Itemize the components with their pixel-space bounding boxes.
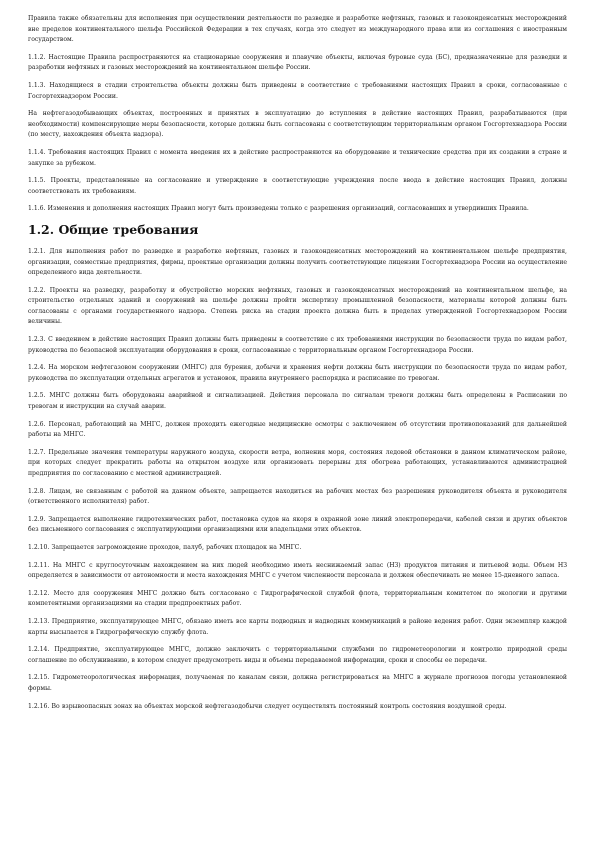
paragraph-1-2-2: 1.2.2. Проекты на разведку, разработку и обустройство морских нефтяных, газовых и газоконденсатных месторождений на континентальном шельфе, на строительство отдельных зданий и сооружений на шельфе должны пройти экспертизу промышленной безопасности, материалы которой должны быть согласованы с органами государственного надзора. Степень риска на стадии проекта должна быть в пределах утвержденной Госгортехнадзором России величины. bbox=[28, 286, 567, 326]
paragraph-1-2-15: 1.2.15. Гидрометеорологическая информация, получаемая по каналам связи, должна регистрироваться на МНГС в журнале прогнозов погоды установленной формы. bbox=[28, 674, 567, 692]
paragraph-1-2-12: 1.2.12. Место для сооружения МНГС должно быть согласовано с Гидрографической службой флота, территориальным комитетом по экологии и другими компетентными организациями на стадии предпроектных работ. bbox=[28, 589, 567, 608]
paragraph-1-1-3-note: На нефтегазодобывающих объектах, построенных и принятых в эксплуатацию до вступления в действие настоящих Правил, разрабатываются (при необходимости) компенсирующие меры безопасности, которые должны быть согласованы с соответствующим территориальным органом Госгортехнадзора России (по месту, нахождения объекта надзора). bbox=[28, 110, 567, 139]
paragraph-1-2-4: 1.2.4. На морском нефтегазовом сооружении (МНГС) для бурения, добычи и хранения нефти должны быть инструкции по безопасности труда по видам работ, руководства по эксплуатации отдельных агрегатов и установок, правила внутреннего распорядка и расписание по тревогам. bbox=[28, 364, 567, 382]
paragraph-1-2-1: 1.2.1. Для выполнения работ по разведке и разработке нефтяных, газовых и газоконденсатных месторождений на континентальном шельфе предприятия, организации, совместные предприятия, фирмы, проектные организации должны получить соответствующие лицензии Госгортехнадзора России на осуществление определенного вида деятельности. bbox=[28, 247, 567, 277]
paragraph-1-2-11: 1.2.11. На МНГС с круглосуточным нахождением на них людей необходимо иметь неснижаемый запас (НЗ) продуктов питания и питьевой воды. Объем НЗ определяется в зависимости от автономности и места нахождения МНГС с учетом численности персонала и должен обеспечивать не менее 15-дневного запаса. bbox=[28, 561, 567, 580]
intro-paragraph-1: Правила также обязательны для исполнения при осуществлении деятельности по разведке и разработке нефтяных, газовых и газоконденсатных месторождений вне пределов континентального шельфа Российской Федерации в тех случаях, когда это следует из международного права или из соглашения с иностранным государством. bbox=[28, 15, 567, 44]
paragraph-1-2-10: 1.2.10. Запрещается загромождение проходов, палуб, рабочих площадок на МНГС. bbox=[28, 543, 302, 551]
paragraph-1-2-6: 1.2.6. Персонал, работающий на МНГС, должен проходить ежегодные медицинские осмотры с заключением об отсутствии противопоказаний для дальнейшей работы на МНГС. bbox=[28, 420, 567, 439]
paragraph-1-1-2: 1.1.2. Настоящие Правила распространяются на стационарные сооружения и плавучие объекты, включая буровые суда (БС), предназначенные для разведки и разработки нефтяных и газовых месторождений на континентальном шельфе России. bbox=[28, 53, 567, 72]
paragraph-1-2-14: 1.2.14. Предприятие, эксплуатирующее МНГС, должно заключить с территориальными службами по гидрометеорологии и контролю природной среды соглашение по обслуживанию, в котором следует предусмотреть виды и объемы передаваемой информации, сроки и способы ее передачи. bbox=[28, 646, 567, 664]
paragraph-1-1-6: 1.1.6. Изменения и дополнения настоящих Правил могут быть произведены только с разрешения организаций, согласовавших и утвердивших Правила. bbox=[28, 205, 529, 213]
paragraph-1-2-5: 1.2.5. МНГС должны быть оборудованы аварийной и сигнализацией. Действия персонала по сигналам тревоги должны быть определены в Расписании по тревогам и инструкции на случай аварии. bbox=[28, 392, 567, 411]
paragraph-1-1-3: 1.1.3. Находящиеся в стадии строительства объекты должны быть приведены в соответствие с требованиями настоящих Правил в сроки, согласованные с Госгортехнадзором России. bbox=[28, 81, 567, 100]
paragraph-1-2-3: 1.2.3. С введением в действие настоящих Правил должны быть приведены в соответствие с их требованиями инструкции по безопасности труда по видам работ, руководства по безопасной эксплуатации оборудования в сроки, согласованные с территориальным органом Госгортехнадзора России. bbox=[28, 336, 567, 354]
paragraph-1-2-8: 1.2.8. Лицам, не связанным с работой на данном объекте, запрещается находиться на рабочих местах без разрешения руководителя объекта и руководителя (ответственного исполнителя) работ. bbox=[28, 487, 567, 506]
paragraph-1-2-13: 1.2.13. Предприятие, эксплуатирующее МНГС, обязано иметь все карты подводных и надводных коммуникаций в районе ведения работ. Одни экземпляр каждой карты высылается в Гидрографическую службу флота. bbox=[28, 617, 567, 636]
paragraph-1-1-4: 1.1.4. Требования настоящих Правил с момента введения их в действие распространяются на оборудование и технические средства при их создании в стране и закупке за рубежом. bbox=[28, 148, 567, 167]
paragraph-1-1-5: 1.1.5. Проекты, представленные на согласование и утверждение в соответствующие учреждения после ввода в действие настоящих Правил, должны соответствовать их требованиям. bbox=[28, 177, 567, 195]
paragraph-1-2-16: 1.2.16. Во взрывоопасных зонах на объектах морской нефтегазодобычи следует осуществлять постоянный контроль состояния воздушной среды. bbox=[28, 702, 507, 710]
paragraph-1-2-9: 1.2.9. Запрещается выполнение гидротехнических работ, постановка судов на якоря в охранной зоне линий электропередачи, кабелей связи и других объектов без письменного согласования с эксплуатирующими организациями или владельцами этих объектов. bbox=[28, 515, 567, 534]
section-heading: 1.2. Общие требования bbox=[28, 221, 199, 237]
paragraph-1-2-7: 1.2.7. Предельные значения температуры наружного воздуха, скорости ветра, волнения моря, состояния ледовой обстановки в данном климатическом районе, при которых следует прекратить работы на открытом воздухе или организовать перерывы для обогрева работающих, устанавливаются администрацией предприятия по согласованию с местной администрацией. bbox=[28, 448, 567, 477]
